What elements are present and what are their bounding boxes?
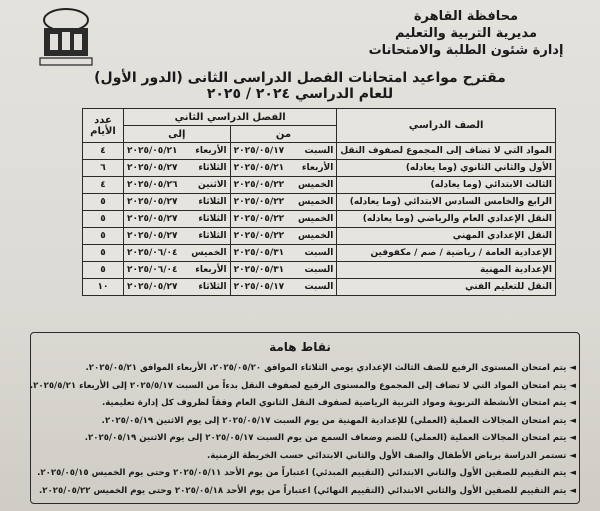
- days-cell: ٤: [83, 177, 124, 194]
- from-cell: [230, 177, 337, 194]
- from-day: الخميس: [297, 231, 334, 241]
- days-cell: ٥: [83, 211, 124, 228]
- from-cell: [230, 228, 337, 245]
- to-day: الاثنين: [198, 180, 227, 190]
- from-day: الأربعاء: [301, 163, 334, 173]
- to-date: ٢٠٢٥/٠٥/٢١: [126, 146, 178, 156]
- note-item: ◄ يتم امتحان المواد التي لا تضاف إلى المجموع والمستوى الرفيع لصفوف النقل بدءاً من السبت ٢٠٢٥/٥/١٧ إلى الأربعاء ٢٠٢٥/٥/٢١.: [36, 378, 576, 396]
- grade-cell: الثالث الابتدائي (وما يعادله): [337, 177, 556, 194]
- table-row: [83, 245, 556, 262]
- to-date: ٢٠٢٥/٠٥/٢٧: [126, 197, 178, 207]
- notes-list: [29, 360, 576, 500]
- table-row: [83, 194, 556, 211]
- days-cell: ٥: [83, 262, 124, 279]
- to-date: ٢٠٢٥/٠٥/٢٦: [126, 180, 178, 190]
- note-item: ◄ يتم التقييم للصفين الأول والثاني الابتدائي (التقييم النهائي) اعتباراً من يوم الأحد ٢٠٢٥/٠٥/١٨ وحتى يوم الخميس ٢٠٢٥/٠٥/٢٢.: [36, 483, 576, 501]
- document-title: مقترح مواعيد امتحانات الفصل الدراسى الثانى (الدور الأول) للعام الدراسي ٢٠٢٤ / ٢٠٢٥: [94, 70, 506, 102]
- table-row: [83, 279, 556, 296]
- from-date: ٢٠٢٥/٠٥/١٧: [233, 146, 285, 156]
- to-cell: [123, 262, 230, 279]
- to-cell: [123, 143, 230, 160]
- days-cell: ٥: [83, 245, 124, 262]
- note-item: ◄ يتم امتحان المجالات العملية (العملي) للصم وضعاف السمع من يوم السبت ٢٠٢٥/٠٥/١٧ إلى يوم الاثنين ٢٠٢٥/٠٥/١٩.: [36, 430, 576, 448]
- from-cell: [230, 160, 337, 177]
- notes-title: نقاط هامة: [269, 340, 331, 354]
- from-cell: [230, 262, 337, 279]
- to-cell: [123, 228, 230, 245]
- header-from: من: [230, 126, 337, 143]
- table-row: [83, 211, 556, 228]
- governorate-name: محافظة القاهرة: [413, 9, 519, 24]
- table-row: [83, 160, 556, 177]
- table-row: [83, 143, 556, 160]
- grade-cell: النقل الإعدادي المهني: [337, 228, 556, 245]
- header-grade: الصف الدراسي: [337, 109, 556, 143]
- to-day: الثلاثاء: [198, 282, 227, 292]
- grade-cell: الإعدادية العامة / رياضية / صم / مكفوفين: [337, 245, 556, 262]
- header-term: الفصل الدراسي الثاني: [123, 109, 336, 126]
- note-item: ◄ تستمر الدراسة برياض الأطفال والصف الأول والثاني الابتدائي حسب الخريطة الزمنية.: [36, 448, 576, 466]
- to-day: الثلاثاء: [198, 197, 227, 207]
- from-date: ٢٠٢٥/٠٥/٣١: [233, 265, 285, 275]
- days-cell: ٥: [83, 228, 124, 245]
- table-row: [83, 262, 556, 279]
- to-cell: [123, 160, 230, 177]
- from-day: الخميس: [297, 180, 334, 190]
- to-cell: [123, 279, 230, 296]
- to-date: ٢٠٢٥/٠٥/٢٧: [126, 214, 178, 224]
- from-date: ٢٠٢٥/٠٥/٢٢: [233, 231, 285, 241]
- header-days: عدد الأيام: [83, 109, 124, 143]
- note-item: ◄ يتم امتحان المستوى الرفيع للصف الثالث الإعدادي يومي الثلاثاء الموافق ٢٠٢٥/٠٥/٢٠، الأربعاء الموافق ٢٠٢٥/٠٥/٢١.: [36, 360, 576, 378]
- ministry-logo-icon: [34, 6, 98, 68]
- from-date: ٢٠٢٥/٠٥/٢٢: [233, 197, 285, 207]
- to-cell: [123, 211, 230, 228]
- to-day: الثلاثاء: [198, 214, 227, 224]
- grade-cell: النقل الإعدادي العام والرياضي (وما يعادله): [337, 211, 556, 228]
- days-cell: ٤: [83, 143, 124, 160]
- days-cell: ١٠: [83, 279, 124, 296]
- to-day: الثلاثاء: [198, 231, 227, 241]
- to-cell: [123, 177, 230, 194]
- from-date: ٢٠٢٥/٠٥/٢٢: [233, 180, 285, 190]
- to-cell: [123, 245, 230, 262]
- from-cell: [230, 245, 337, 262]
- to-date: ٢٠٢٥/٠٦/٠٤: [126, 248, 178, 258]
- to-date: ٢٠٢٥/٠٥/٢٧: [126, 282, 178, 292]
- from-cell: [230, 194, 337, 211]
- grade-cell: الأول والثاني الثانوي (وما يعادله): [337, 160, 556, 177]
- header-to: إلى: [123, 126, 230, 143]
- to-cell: [123, 194, 230, 211]
- from-cell: [230, 279, 337, 296]
- from-day: السبت: [304, 265, 334, 275]
- note-item: ◄ يتم امتحان الأنشطة التربوية ومواد التربية الرياضية لصفوف النقل الثانوي العام وفقاً لظروف كل إدارة تعليمية.: [36, 395, 576, 413]
- to-date: ٢٠٢٥/٠٦/٠٤: [126, 265, 178, 275]
- from-date: ٢٠٢٥/٠٥/٣١: [233, 248, 285, 258]
- to-date: ٢٠٢٥/٠٥/٢٧: [126, 163, 178, 173]
- table-row: [83, 177, 556, 194]
- grade-cell: النقل للتعليم الفني: [337, 279, 556, 296]
- days-cell: ٥: [83, 194, 124, 211]
- from-day: السبت: [304, 282, 334, 292]
- from-day: الخميس: [297, 214, 334, 224]
- note-item: ◄ يتم امتحان المجالات العملية (العملي) للإعدادية المهنية من يوم السبت ٢٠٢٥/٠٥/١٧ إلى يوم الاثنين ٢٠٢٥/٠٥/١٩.: [36, 413, 576, 431]
- department-name: إدارة شئون الطلبة والامتحانات: [368, 43, 564, 58]
- from-date: ٢٠٢٥/٠٥/١٧: [233, 282, 285, 292]
- to-date: ٢٠٢٥/٠٥/٢٧: [126, 231, 178, 241]
- to-day: الأربعاء: [195, 265, 227, 275]
- table-row: [83, 228, 556, 245]
- to-day: الثلاثاء: [198, 163, 227, 173]
- days-cell: ٦: [83, 160, 124, 177]
- to-day: الخميس: [191, 248, 227, 258]
- from-cell: [230, 143, 337, 160]
- from-date: ٢٠٢٥/٠٥/٢٢: [233, 214, 285, 224]
- from-day: السبت: [304, 146, 334, 156]
- grade-cell: الإعدادية المهنية: [337, 262, 556, 279]
- letterhead: [346, 8, 586, 59]
- directorate-name: مديرية التربية والتعليم: [394, 26, 538, 41]
- exam-schedule-table: [82, 108, 556, 296]
- note-item: ◄ يتم التقييم للصفين الأول والثاني الابتدائي (التقييم المبدئي) اعتباراً من يوم الأحد ٢٠٢٥/٠٥/١١ وحتى يوم الخميس ٢٠٢٥/٠٥/١٥.: [36, 465, 576, 483]
- grade-cell: المواد التي لا تضاف إلى المجموع لصفوف النقل: [337, 143, 556, 160]
- from-day: السبت: [304, 248, 334, 258]
- from-date: ٢٠٢٥/٠٥/٢١: [233, 163, 285, 173]
- from-day: الخميس: [297, 197, 334, 207]
- to-day: الأربعاء: [195, 146, 227, 156]
- grade-cell: الرابع والخامس السادس الابتدائي (وما يعادله): [337, 194, 556, 211]
- from-cell: [230, 211, 337, 228]
